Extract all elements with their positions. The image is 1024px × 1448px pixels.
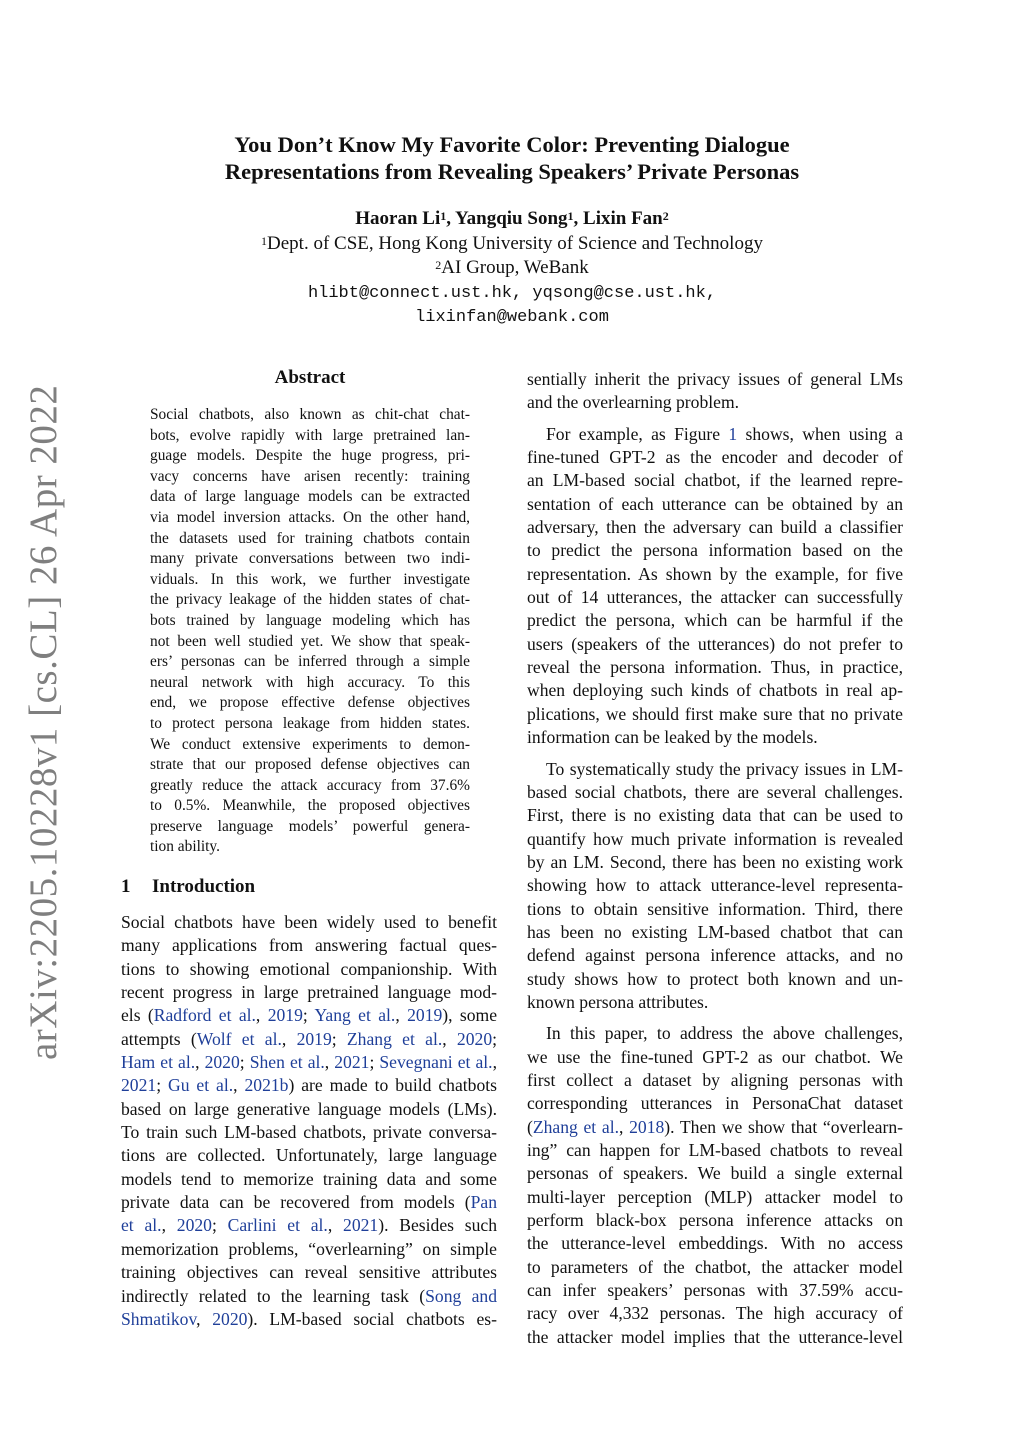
text-run: indirectly related to the learning task ( (121, 1285, 426, 1306)
citation-link[interactable]: 2021b (244, 1075, 289, 1096)
text-line (121, 958, 497, 981)
text-line (121, 1028, 497, 1051)
abstract-body (150, 405, 470, 858)
text-run: training objectives can reveal sensitive attributes (121, 1262, 497, 1283)
text-run: when deploying such kinds of chatbots in real ap- (527, 680, 903, 701)
text-line (527, 968, 903, 991)
abstract-line: We conduct extensive experiments to demon- (150, 735, 470, 753)
citation-link[interactable]: Sevegnani et al. (379, 1052, 493, 1073)
paragraph (527, 368, 903, 415)
text-run: adversary, then the adversary can build a classifier (527, 517, 903, 538)
text-run: attempts ( (121, 1028, 197, 1049)
text-line (121, 1191, 497, 1214)
text-run: first collect a dataset by aligning personas with (527, 1069, 903, 1090)
paragraph (121, 911, 497, 1331)
text-run: based on large generative language models (LMs). (121, 1098, 497, 1119)
text-line (527, 804, 903, 827)
abstract-line: to 0.5%. Meanwhile, the proposed objectives (150, 797, 470, 815)
text-run: ; (492, 1028, 497, 1049)
text-line (121, 1051, 497, 1074)
text-run: For example, as Figure (546, 423, 729, 444)
text-run: personas of speakers. We build a single external (527, 1163, 903, 1184)
abstract-line: vacy concerns have arisen recently: training (150, 467, 470, 485)
citation-link[interactable]: Radford et al. (153, 1005, 256, 1026)
section-title: Introduction (152, 876, 256, 897)
text-run: based social chatbots, there are several challenges. (527, 781, 903, 802)
citation-link[interactable]: 2019 (407, 1005, 443, 1026)
text-line (121, 1004, 497, 1027)
text-run: racy over 4,332 personas. The high accuracy of (527, 1303, 903, 1324)
text-run: tions to showing emotional companionship. With (121, 958, 497, 979)
section-number: 1 (121, 876, 131, 897)
text-line (527, 656, 903, 679)
text-line (527, 1186, 903, 1209)
author-name: Yangqiu Song (455, 208, 568, 229)
text-run: Social chatbots have been widely used to benefit (121, 912, 497, 932)
text-line (121, 1308, 497, 1331)
text-run: tions are collected. Unfortunately, large language (121, 1145, 497, 1166)
text-line (121, 1074, 497, 1097)
text-line (527, 1302, 903, 1325)
citation-link[interactable]: 2019 (267, 1005, 303, 1026)
right-column-body (527, 368, 903, 1357)
text-line (121, 1144, 497, 1167)
text-line (527, 1139, 903, 1162)
citation-link[interactable]: 2021 (334, 1052, 370, 1073)
text-line (527, 1279, 903, 1302)
text-line (527, 781, 903, 804)
text-run: , (492, 1052, 497, 1073)
text-line (527, 1116, 903, 1139)
text-line (527, 539, 903, 562)
text-line (527, 898, 903, 921)
text-run: , (324, 1052, 335, 1073)
text-run: sentation of each utterance can be obtained by an (527, 493, 903, 514)
text-line (527, 1069, 903, 1092)
text-line (527, 1326, 903, 1349)
text-run: showing how to attack utterance-level representa- (527, 875, 903, 896)
text-line (527, 703, 903, 726)
text-run: , (233, 1075, 245, 1096)
abstract-line: ers’ personas can be inferred through a simple (150, 653, 470, 671)
text-run: , (161, 1215, 177, 1236)
text-run: ; (239, 1052, 250, 1073)
text-run: reveal the persona information. Thus, in practice, (527, 657, 903, 678)
text-line (527, 493, 903, 516)
text-run: recent progress in large pretrained language mod- (121, 982, 497, 1003)
text-run: els ( (121, 1005, 154, 1026)
left-column-body (121, 911, 497, 1339)
author-affil-mark: 2 (662, 209, 669, 223)
text-run: the attacker model implies that the utterance-level (527, 1326, 903, 1347)
affil-mark: 2 (435, 258, 442, 272)
section-heading (121, 876, 255, 898)
text-run: ). LM-based social chatbots es- (247, 1308, 497, 1329)
affil-text: AI Group, WeBank (441, 257, 589, 278)
text-line (527, 391, 903, 414)
text-run: an LM-based social chatbot, if the learned repre- (527, 470, 903, 491)
paper-title (100, 131, 924, 185)
citation-link[interactable]: 2021 (343, 1215, 379, 1236)
text-run: ; (302, 1005, 315, 1026)
abstract-line: the privacy leakage of the hidden states of chat- (150, 591, 470, 609)
text-run: tions to obtain sensitive information. Third, there (527, 898, 903, 919)
author-name: Lixin Fan (583, 208, 663, 229)
citation-link[interactable]: Pan (470, 1192, 497, 1213)
text-run: representation. As shown by the example, for five (527, 563, 903, 584)
text-line (121, 1285, 497, 1308)
citation-link[interactable]: Carlini et al. (227, 1215, 328, 1236)
citation-link[interactable]: Yang et al. (314, 1005, 396, 1026)
text-run: we use the fine-tuned GPT-2 as our chatbot. We (527, 1046, 903, 1067)
text-line (527, 758, 903, 781)
citation-link[interactable]: Gu et al. (168, 1075, 234, 1096)
citation-link[interactable]: Zhang et al. (532, 1116, 619, 1137)
text-line (121, 1214, 497, 1237)
citation-link[interactable]: 2020 (204, 1052, 240, 1073)
author-affil-mark: 1 (440, 209, 447, 223)
citation-link[interactable]: Zhang et al. (346, 1028, 443, 1049)
text-line (527, 851, 903, 874)
text-run: known persona attributes. (527, 991, 709, 1012)
text-run: ). Besides such (378, 1215, 498, 1236)
text-run: to parameters of the chatbot, the attacker model (527, 1256, 903, 1277)
text-line (527, 469, 903, 492)
text-run: to predict the persona information based on the (527, 540, 903, 561)
text-line (527, 921, 903, 944)
abstract-line: Social chatbots, also known as chit-chat chat- (150, 406, 470, 423)
text-run: ; (369, 1052, 380, 1073)
text-run: memorization problems, “overlearning” on simple (121, 1238, 497, 1259)
text-line (527, 586, 903, 609)
email-line-1: hlibt@connect.ust.hk, yqsong@cse.ust.hk, (307, 284, 717, 303)
text-run: ing” can happen for LM-based chatbots to reveal (527, 1140, 903, 1160)
email-line-2: lixinfan@webank.com (415, 308, 609, 327)
text-run: ) are made to build chatbots (288, 1075, 497, 1096)
abstract-line: preserve language models’ powerful genera- (150, 817, 470, 835)
text-run: shows, when using a (737, 423, 903, 444)
text-run: by an LM. Second, there has been no existing work (527, 851, 903, 872)
text-run: and the overlearning problem. (527, 392, 740, 413)
affiliation-2 (100, 256, 924, 280)
text-run: ). Then we show that “overlearn- (664, 1116, 904, 1137)
text-run: , (195, 1052, 205, 1073)
text-line (527, 563, 903, 586)
abstract-line: bots trained by language modeling which has (150, 611, 470, 629)
abstract-line: tion ability. (150, 838, 220, 856)
text-run: , (196, 1308, 213, 1329)
author-list: Haoran Li$^1$, Yangqiu Song$^1$, Lixin Fan$^2$ (355, 208, 669, 229)
text-run: out of 14 utterances, the attacker can successfully (527, 587, 903, 608)
citation-link[interactable]: Ham et al. (121, 1052, 196, 1073)
text-line (121, 1168, 497, 1191)
text-line (121, 981, 497, 1004)
abstract-line: many private conversations between two indi- (150, 550, 470, 568)
abstract-line: guage models. Despite the huge progress, pri- (150, 447, 470, 465)
text-run: , (619, 1116, 630, 1137)
citation-link[interactable]: Shmatikov (121, 1308, 197, 1329)
text-run: ), some (442, 1005, 498, 1026)
abstract-line: to protect persona leakage from hidden states. (150, 714, 470, 732)
author-name: Haoran Li (355, 208, 441, 229)
text-line (527, 1092, 903, 1115)
text-line (527, 609, 903, 632)
abstract-heading: Abstract (274, 367, 346, 388)
text-run: information can be leaked by the models. (527, 727, 818, 748)
text-line (527, 874, 903, 897)
text-line (527, 1232, 903, 1255)
citation-link[interactable]: 2019 (296, 1028, 332, 1049)
text-line (527, 1209, 903, 1232)
citation-link[interactable]: Song and (425, 1285, 497, 1306)
text-run: corresponding utterances in PersonaChat dataset (527, 1093, 903, 1114)
abstract-line: viduals. In this work, we further investigate (150, 570, 470, 588)
text-run: fine-tuned GPT-2 as the encoder and decoder of (527, 447, 903, 468)
paragraph (527, 758, 903, 1015)
text-run: First, there is no existing data that can be used to (527, 805, 903, 826)
text-run: the utterance-level embeddings. With no access (527, 1233, 903, 1254)
text-run: plications, we should first make sure that no private (527, 703, 903, 724)
text-line (527, 1256, 903, 1279)
text-run: study shows how to protect both known and un- (527, 968, 903, 989)
citation-link[interactable]: 2021 (121, 1075, 157, 1096)
text-line (527, 1046, 903, 1069)
text-run: To train such LM-based chatbots, private conversa- (121, 1122, 497, 1143)
text-run: , (395, 1005, 408, 1026)
abstract-line: neural network with high accuracy. To this (150, 673, 470, 691)
text-line (121, 1121, 497, 1144)
abstract-line: bots, evolve rapidly with large pretrained lan- (150, 426, 470, 444)
citation-link[interactable]: 1 (728, 423, 738, 444)
text-run: , (281, 1028, 297, 1049)
text-run: , (255, 1005, 268, 1026)
text-line (527, 1022, 903, 1045)
text-line (527, 679, 903, 702)
text-run: predict the persona, which can be harmful if the (527, 610, 903, 631)
text-line (121, 1261, 497, 1284)
citation-link[interactable]: Shen et al. (249, 1052, 325, 1073)
affiliation-1 (100, 232, 924, 256)
text-line (121, 1238, 497, 1261)
text-run: To systematically study the privacy issues in LM- (546, 758, 903, 779)
text-run: has been no existing LM-based chatbot that can (527, 921, 903, 942)
citation-link[interactable]: et al. (121, 1215, 162, 1236)
text-run: ; (331, 1028, 347, 1049)
text-line (527, 1162, 903, 1185)
text-run: , (327, 1215, 344, 1236)
text-line (527, 726, 903, 749)
text-run: In this paper, to address the above challenges, (546, 1023, 903, 1044)
text-line (121, 1098, 497, 1121)
citation-link[interactable]: Wolf et al. (196, 1028, 282, 1049)
title-line: Representations from Revealing Speakers’ Private Personas (224, 159, 800, 184)
text-run: , (442, 1028, 457, 1049)
text-run: models tend to memorize training data and some (121, 1168, 497, 1189)
text-line (527, 446, 903, 469)
text-line (527, 991, 903, 1014)
text-line (527, 516, 903, 539)
abstract-line: the datasets used for training chatbots contain (150, 529, 470, 547)
affil-mark: 1 (261, 234, 268, 248)
text-run: users (speakers of the utterances) do not prefer to (527, 633, 903, 654)
abstract-line: via model inversion attacks. On the other hand, (150, 508, 470, 526)
text-run: can infer speakers’ personas with 37.59% accu- (527, 1280, 903, 1301)
abstract-line: not been well studied yet. We show that speak- (150, 632, 470, 650)
citation-link[interactable]: 2020 (456, 1028, 493, 1049)
text-run: quantify how much private information is revealed (527, 828, 903, 849)
text-line (121, 911, 497, 934)
paragraph (527, 423, 903, 750)
text-line (527, 633, 903, 656)
text-run: ; (156, 1075, 168, 1096)
citation-link[interactable]: 2018 (629, 1116, 665, 1137)
text-line (121, 934, 497, 957)
text-run: perform black-box persona inference attacks on (527, 1210, 903, 1231)
text-run: ( (527, 1116, 533, 1137)
affil-text: Dept. of CSE, Hong Kong University of Science and Technology (267, 233, 763, 254)
text-run: sentially inherit the privacy issues of general LMs (527, 369, 903, 389)
author-affil-mark: 1 (567, 209, 574, 223)
abstract-line: greatly reduce the attack accuracy from 37.6% (150, 776, 470, 794)
abstract-line: data of large language models can be extracted (150, 488, 470, 506)
text-run: multi-layer perception (MLP) attacker model to (527, 1186, 903, 1207)
text-run: ; (211, 1215, 228, 1236)
text-line (527, 423, 903, 446)
citation-link[interactable]: 2020 (176, 1215, 212, 1236)
abstract-line: end, we propose effective defense objectives (150, 694, 470, 712)
text-line (527, 368, 903, 391)
text-run: private data can be recovered from models ( (121, 1192, 471, 1213)
citation-link[interactable]: 2020 (212, 1308, 248, 1329)
text-line (527, 944, 903, 967)
text-run: defend against persona inference attacks, and no (527, 945, 903, 966)
abstract-line: strate that our proposed defense objectives can (150, 756, 470, 774)
paragraph (527, 1022, 903, 1349)
text-line (527, 828, 903, 851)
text-run: many applications from answering factual ques- (121, 935, 497, 956)
arxiv-identifier: arXiv:2205.10228v1 [cs.CL] 26 Apr 2022 (22, 384, 65, 1060)
title-line: You Don’t Know My Favorite Color: Preventing Dialogue (234, 132, 790, 157)
